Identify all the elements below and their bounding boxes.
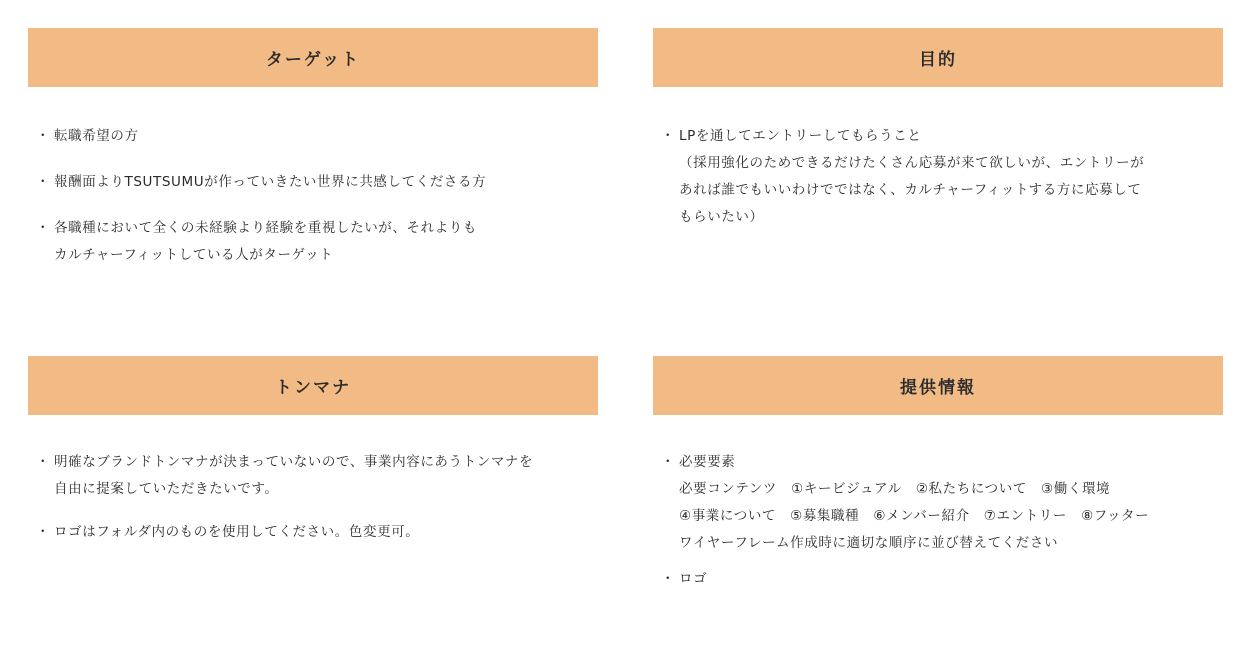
tone-list <box>28 415 598 546</box>
tone-panel <box>28 356 598 562</box>
purpose-item-text: あれば誰でもいいわけでではなく、カルチャーフィットする方に応募して <box>679 182 1142 198</box>
info-item-text: 必要コンテンツ ①キービジュアル ②私たちについて ③働く環境 <box>679 481 1111 497</box>
tone-header: トンマナ <box>28 356 598 415</box>
info-item <box>665 566 1223 593</box>
info-item-text: ワイヤーフレーム作成時に適切な順序に並び替えてください <box>679 535 1059 551</box>
info-panel <box>653 356 1223 602</box>
target-item <box>40 123 598 150</box>
purpose-item-text: もらいたい） <box>679 209 764 225</box>
target-item-text: ・ 転職希望の方 <box>54 128 139 144</box>
tone-item <box>40 449 598 503</box>
tone-item <box>40 519 598 546</box>
target-item-text: ・ 報酬面よりTSUTSUMUが作っていきたい世界に共感してくださる方 <box>54 174 487 190</box>
purpose-list <box>653 87 1223 231</box>
info-item-text: ・ 必要要素 <box>679 454 736 470</box>
tone-item-text: 自由に提案していただきたいです。 <box>54 481 279 497</box>
target-list <box>28 87 598 269</box>
target-item <box>40 169 598 196</box>
info-header: 提供情報 <box>653 356 1223 415</box>
target-item-text: ・ 各職種において全くの未経験より経験を重視したいが、それよりも <box>54 220 477 236</box>
target-item <box>40 215 598 269</box>
purpose-item-text: （採用強化のためできるだけたくさん応募が来て欲しいが、エントリーが <box>679 155 1145 171</box>
tone-item-text: ・ 明確なブランドトンマナが決まっていないので、事業内容にあうトンマナを <box>54 454 534 470</box>
purpose-header: 目的 <box>653 28 1223 87</box>
info-list <box>653 415 1223 593</box>
target-header: ターゲット <box>28 28 598 87</box>
purpose-item <box>665 123 1223 231</box>
tone-item-text: ・ ロゴはフォルダ内のものを使用してください。色変更可。 <box>54 524 420 540</box>
target-item-text: カルチャーフィットしている人がターゲット <box>54 247 334 263</box>
purpose-item-text: ・ LPを通してエントリーしてもらうこと <box>679 128 922 144</box>
info-item <box>665 449 1223 557</box>
info-item-text: ・ ロゴ <box>679 571 708 587</box>
info-item-text: ④事業について ⑤募集職種 ⑥メンバー紹介 ⑦エントリー ⑧フッター <box>679 508 1150 524</box>
target-panel <box>28 28 598 288</box>
purpose-panel <box>653 28 1223 231</box>
